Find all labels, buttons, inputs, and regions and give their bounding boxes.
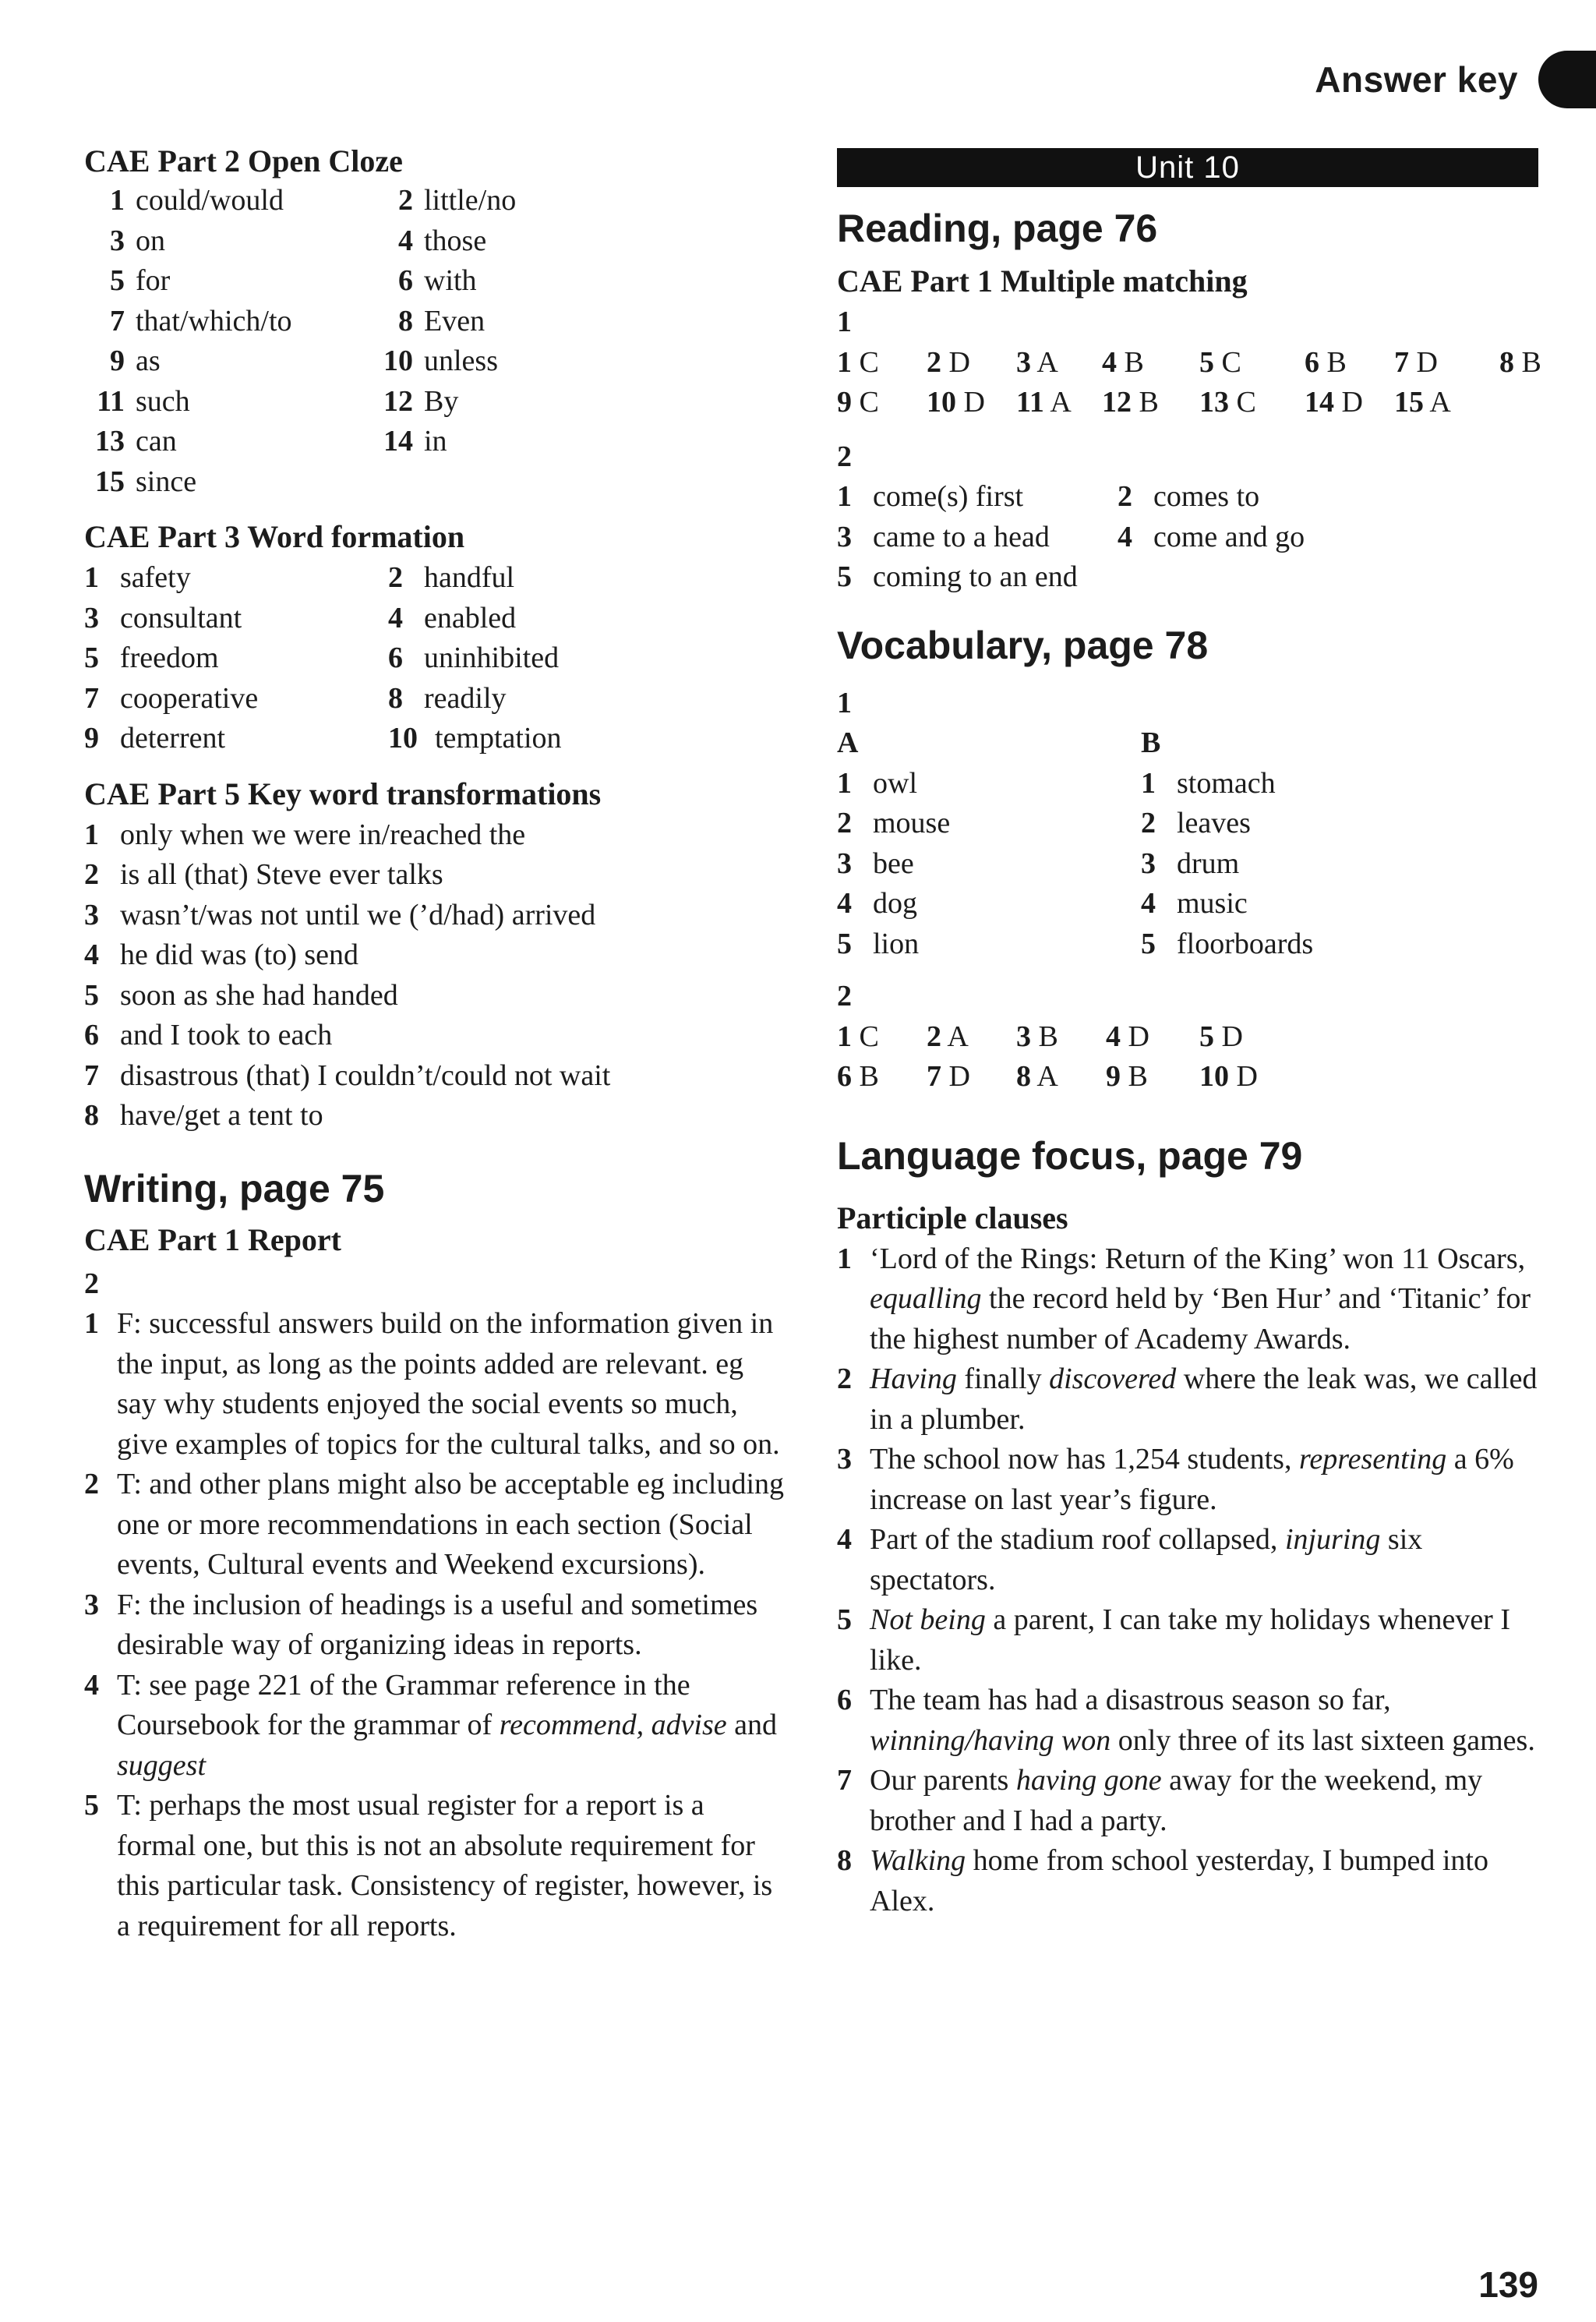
key-word-answers xyxy=(84,815,786,1136)
answer-item: 5 lion xyxy=(837,927,920,960)
word-formation-title: CAE Part 3 Word formation xyxy=(84,519,465,554)
multiple-matching-row-2 xyxy=(837,383,1538,423)
answer-item: 6 uninhibited xyxy=(388,641,560,674)
answer-item: 8 readily xyxy=(388,681,507,715)
writing-answers xyxy=(84,1304,786,1946)
answer-item: 4 music xyxy=(1141,887,1248,920)
vocabulary-q2-row-2 xyxy=(837,1057,1538,1097)
answer-item xyxy=(373,462,786,503)
answer-item: 4 T: see page 221 of the Grammar reference in the Coursebook for the grammar of recommend, advise and suggest xyxy=(84,1668,778,1782)
answer-item: 12 By xyxy=(383,384,459,418)
language-focus-subtitle: Participle clauses xyxy=(837,1200,1068,1235)
answer-item: 2 little/no xyxy=(398,184,517,217)
reading-q2-answers xyxy=(837,477,1538,598)
question-number: 2 xyxy=(837,440,852,473)
answer-item: 5 soon as she had handed xyxy=(84,978,398,1012)
answer-item: 10 temptation xyxy=(388,722,562,755)
writing-section xyxy=(84,1161,786,1947)
answer-item: 1 C xyxy=(837,1020,879,1053)
page-header xyxy=(1315,48,1596,111)
answer-item: 10 D xyxy=(1199,1060,1258,1093)
question-number: 1 xyxy=(837,686,852,719)
answer-item: 7 D xyxy=(1394,345,1438,379)
language-focus-answers xyxy=(837,1239,1538,1922)
header-tab-marker xyxy=(1538,51,1596,108)
header-title: Answer key xyxy=(1315,59,1518,100)
right-column xyxy=(837,148,1541,1921)
answer-item: 2 A xyxy=(927,1020,969,1053)
reading-title: Reading, page 76 xyxy=(837,207,1158,250)
answer-item: 2 T: and other plans might also be acceptable eg including one or more recommendations in each section (Social events, Cultural events and Weekend excursions). xyxy=(84,1468,785,1581)
answer-item: 10 unless xyxy=(383,345,498,377)
answer-item xyxy=(837,1681,1538,1761)
item-number: 5 xyxy=(837,1603,852,1636)
language-focus-title: Language focus, page 79 xyxy=(837,1133,1303,1178)
answer-item: 13 can xyxy=(95,425,177,458)
item-number: 4 xyxy=(837,1523,852,1556)
answer-item: 1 F: successful answers build on the information given in the input, as long as the points added are relevant. eg say why students enjoyed the social events so much, give examples of topics for the cultural talks, and so on. xyxy=(84,1307,780,1461)
left-column xyxy=(84,140,786,1946)
item-text: Our parents having gone away for the weekend, my brother and I had a party. xyxy=(870,1764,1483,1837)
multiple-matching-row-1 xyxy=(837,343,1541,383)
answer-item: 1 C xyxy=(837,345,879,379)
answer-item: 6 with xyxy=(398,264,477,297)
answer-item: 1 owl xyxy=(837,766,917,800)
answer-item xyxy=(837,1841,1538,1921)
vocabulary-q2-row-1 xyxy=(837,1017,1538,1058)
answer-item: 9 B xyxy=(1106,1060,1148,1093)
answer-item: 1 stomach xyxy=(1141,766,1276,800)
item-text: ‘Lord of the Rings: Return of the King’ won 11 Oscars, equalling the record held by ‘Ben Hur’ and ‘Titanic’ for the highest number of Academy Awards. xyxy=(870,1242,1531,1355)
reading-subtitle: CAE Part 1 Multiple matching xyxy=(837,263,1248,299)
word-formation-answers xyxy=(84,558,786,759)
answer-item: 11 A xyxy=(1016,386,1072,419)
item-number: 3 xyxy=(837,1443,852,1476)
answer-item: 5 for xyxy=(110,264,171,297)
answer-item: 4 dog xyxy=(837,887,917,920)
open-cloze-title: CAE Part 2 Open Cloze xyxy=(84,143,403,178)
writing-title: Writing, page 75 xyxy=(84,1166,385,1210)
answer-item: 9 C xyxy=(837,386,879,419)
answer-item: 8 B xyxy=(1499,345,1541,379)
answer-item xyxy=(837,1761,1538,1841)
item-number: 1 xyxy=(837,1242,852,1275)
answer-item xyxy=(837,1359,1538,1440)
answer-item: 10 D xyxy=(927,386,985,419)
language-focus-section xyxy=(837,1129,1538,1922)
answer-item: 5 T: perhaps the most usual register for a report is a formal one, but this is not an absolute requirement for this particular task. Consistency of register, however, is a requirement for all reports. xyxy=(84,1789,773,1942)
answer-item: 4 those xyxy=(398,224,487,257)
vocabulary-title: Vocabulary, page 78 xyxy=(837,623,1209,667)
item-number: 2 xyxy=(837,1362,852,1395)
answer-item: 2 handful xyxy=(388,561,515,594)
item-text: Not being a parent, I can take my holidays whenever I like. xyxy=(870,1603,1510,1677)
answer-item: 5 coming to an end xyxy=(837,560,1078,593)
open-cloze-section xyxy=(84,140,786,502)
reading-section xyxy=(837,201,1541,598)
answer-item: 3 drum xyxy=(1141,846,1240,880)
item-number: 7 xyxy=(837,1764,852,1797)
answer-item xyxy=(1118,557,1538,598)
answer-item: 6 and I took to each xyxy=(84,1019,333,1051)
answer-item: 1 only when we were in/reached the xyxy=(84,818,526,851)
answer-item: 1 come(s) first xyxy=(837,480,1024,513)
answer-item: 11 such xyxy=(97,384,190,418)
question-number: 2 xyxy=(837,980,852,1013)
answer-item: 6 B xyxy=(1305,345,1347,379)
open-cloze-answers xyxy=(84,181,786,502)
answer-item: 2 comes to xyxy=(1118,480,1260,513)
page-number: 139 xyxy=(1478,2264,1538,2305)
answer-item: 7 D xyxy=(927,1060,970,1093)
answer-item: 2 mouse xyxy=(837,807,951,839)
vocabulary-q1-answers xyxy=(837,723,1538,964)
answer-item: 4 B xyxy=(1102,345,1144,379)
answer-item: 9 deterrent xyxy=(84,722,226,755)
answer-item: 14 D xyxy=(1305,386,1363,419)
answer-item: 3 B xyxy=(1016,1020,1058,1053)
answer-item: 7 that/which/to xyxy=(110,304,292,338)
item-text: The team has had a disastrous season so far, winning/having won only three of its last sixteen games. xyxy=(870,1684,1535,1757)
answer-item: 3 bee xyxy=(837,846,914,880)
answer-item: 3 wasn’t/was not until we (’d/had) arrived xyxy=(84,898,596,931)
answer-item: 4 he did was (to) send xyxy=(84,938,359,971)
question-number: 2 xyxy=(84,1267,99,1300)
answer-item: 9 as xyxy=(110,345,161,377)
answer-item: 4 D xyxy=(1106,1020,1149,1053)
answer-item: 5 C xyxy=(1199,345,1241,379)
answer-item: 2 D xyxy=(927,345,970,379)
answer-item: 4 enabled xyxy=(388,601,517,634)
answer-item xyxy=(837,1440,1538,1520)
answer-item: 12 B xyxy=(1102,386,1159,419)
item-number: 6 xyxy=(837,1684,852,1716)
answer-item: 3 consultant xyxy=(84,601,242,634)
answer-item: 2 leaves xyxy=(1141,807,1251,839)
item-text: Part of the stadium roof collapsed, injuring six spectators. xyxy=(870,1523,1423,1596)
answer-item: 3 came to a head xyxy=(837,520,1050,553)
answer-item: 4 come and go xyxy=(1118,520,1305,553)
item-number: 8 xyxy=(837,1844,852,1877)
answer-item: 7 cooperative xyxy=(84,681,259,715)
answer-item: 2 is all (that) Steve ever talks xyxy=(84,858,443,891)
column-heading-a: A xyxy=(837,726,859,759)
answer-item: 8 Even xyxy=(398,304,486,338)
word-formation-section xyxy=(84,516,786,759)
answer-item: 5 freedom xyxy=(84,641,219,674)
answer-item: 13 C xyxy=(1199,386,1256,419)
unit-banner: Unit 10 xyxy=(837,148,1538,187)
answer-item: 15 A xyxy=(1394,386,1451,419)
answer-item: 8 have/get a tent to xyxy=(84,1099,323,1132)
answer-item: 3 on xyxy=(110,224,165,257)
answer-item: 1 safety xyxy=(84,561,191,594)
writing-subtitle: CAE Part 1 Report xyxy=(84,1221,341,1257)
answer-item: 3 A xyxy=(1016,345,1058,379)
vocabulary-section xyxy=(837,618,1538,1097)
answer-item: 6 B xyxy=(837,1060,879,1093)
key-word-title: CAE Part 5 Key word transformations xyxy=(84,776,602,811)
answer-item xyxy=(837,1239,1538,1360)
answer-item: 1 could/would xyxy=(110,184,284,217)
key-word-section xyxy=(84,773,786,1136)
item-text: The school now has 1,254 students, representing a 6% increase on last year’s figure. xyxy=(870,1443,1514,1516)
answer-item: 5 floorboards xyxy=(1141,927,1314,960)
answer-item: 14 in xyxy=(383,425,447,458)
answer-item: 15 since xyxy=(95,465,197,498)
item-text: Walking home from school yesterday, I bumped into Alex. xyxy=(870,1844,1488,1917)
column-heading-b: B xyxy=(1141,726,1161,759)
answer-item xyxy=(837,1600,1538,1681)
answer-item: 7 disastrous (that) I couldn’t/could not wait xyxy=(84,1059,611,1092)
answer-item: 8 A xyxy=(1016,1060,1058,1093)
answer-item: 3 F: the inclusion of headings is a useful and sometimes desirable way of organizing ideas in reports. xyxy=(84,1588,758,1661)
item-text: Having finally discovered where the leak was, we called in a plumber. xyxy=(870,1362,1538,1436)
question-number: 1 xyxy=(837,306,852,338)
answer-item xyxy=(837,1520,1538,1600)
answer-item: 5 D xyxy=(1199,1020,1243,1053)
